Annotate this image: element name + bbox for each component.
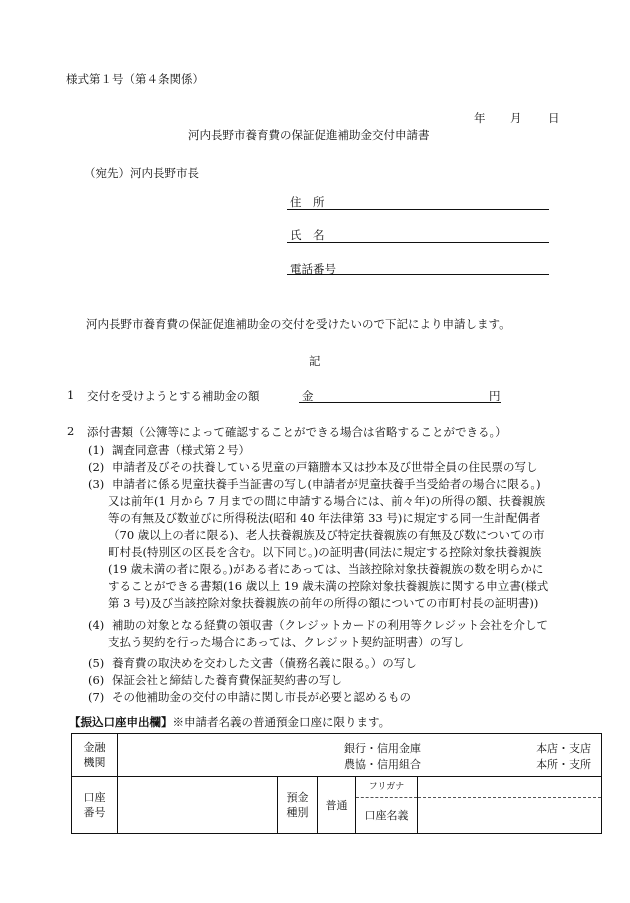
- attachment-item-1: [88, 442, 250, 458]
- document-title: 河内長野市養育費の保証促進補助金交付申請書: [188, 128, 430, 142]
- item-number: (7): [88, 690, 105, 704]
- deposit-type-value: 普通: [318, 777, 356, 834]
- branch-option-1[interactable]: 本店・支店: [536, 742, 592, 755]
- amount-field-line[interactable]: [299, 402, 501, 403]
- attachment-item-3-line-6: (19 歳未満の者に限る。)がある者にあっては、当該控除対象扶養親族の数を明らかに: [108, 562, 544, 576]
- attachment-item-3-line-2: 又は前年(1 月から 7 月までの間に申請する場合には、前々年)の所得の額、扶養親族: [108, 494, 546, 508]
- section2-number: 2: [67, 424, 75, 438]
- form-number: 様式第１号（第４条関係）: [66, 72, 204, 86]
- bank-note: ※申請者名義の普通預金口座に限ります。: [172, 715, 391, 729]
- address-field-line[interactable]: [287, 209, 549, 210]
- account-name-label-cell: [356, 777, 418, 834]
- section1-label: 交付を受けようとする補助金の額: [87, 389, 260, 403]
- institution-label-cell: [72, 734, 118, 777]
- item-number: (6): [88, 673, 105, 687]
- account-number-field[interactable]: [118, 777, 278, 834]
- item-text: 保証会社と締結した養育費保証契約書の写し: [111, 673, 342, 687]
- attachment-item-6: [88, 672, 342, 688]
- coop-type-option[interactable]: 農協・信用組合: [344, 758, 421, 771]
- branch-option-2[interactable]: 本所・支所: [536, 758, 592, 771]
- phone-label: 電話番号: [290, 262, 336, 276]
- date-month: 月: [510, 111, 522, 125]
- item-number: (3): [88, 477, 105, 491]
- amount-yen: 円: [489, 389, 501, 403]
- account-name-field[interactable]: [418, 777, 602, 834]
- section2-label: 添付書類（公簿等によって確認することができる場合は省略することができる。）: [87, 425, 507, 439]
- amount-kin: 金: [302, 389, 314, 403]
- attachment-item-3-line-5: 町村長(特別区の区長を含む。以下同じ。)の証明書(同法に規定する控除対象扶養親族: [108, 545, 542, 559]
- phone-field-line[interactable]: [287, 274, 549, 275]
- attachment-item-3: [88, 476, 541, 492]
- deposit-type-label: 預金種別: [286, 791, 309, 819]
- furigana-field[interactable]: [418, 777, 601, 798]
- attachment-item-3-line-3: 等の有無及び数並びに所得税法(昭和 40 年法律第 33 号)に規定する同一生計配偶者: [108, 511, 541, 525]
- attachment-item-7: [88, 689, 411, 705]
- item-number: (5): [88, 656, 105, 670]
- item-text: 養育費の取決めを交わした文書（債務名義に限る。）の写し: [111, 656, 417, 670]
- account-name-label: 口座名義: [364, 809, 409, 822]
- deposit-type-label-cell: [278, 777, 318, 834]
- account-number-label-cell: [72, 777, 118, 834]
- ki-label: 記: [309, 354, 321, 368]
- section1-number: 1: [67, 388, 75, 402]
- institution-label: 金融機関: [83, 741, 106, 769]
- furigana-label: フリガナ: [356, 777, 417, 798]
- item-text: 申請者及びその扶養している児童の戸籍謄本又は抄本及び世帯全員の住民票の写し: [111, 460, 538, 474]
- bank-account-table: [71, 733, 602, 834]
- attachment-item-3-line-7: することができる書類(16 歳以上 19 歳未満の控除対象扶養親族に関する申立書(様式: [108, 579, 549, 593]
- name-label: 氏 名: [290, 228, 325, 242]
- date-year: 年: [474, 111, 486, 125]
- item-text: その他補助金の交付の申請に関し市長が必要と認めるもの: [111, 690, 411, 704]
- date-day: 日: [548, 111, 560, 125]
- intro-text: 河内長野市養育費の保証促進補助金の交付を受けたいので下記により申請します。: [86, 317, 511, 331]
- attachment-item-3-line-8: 第 3 号)及び当該控除対象扶養親族の前年の所得の額についての市町村長の証明書)): [108, 596, 539, 610]
- bank-heading: 【振込口座申出欄】: [69, 715, 173, 729]
- addressee: （宛先）河内長野市長: [84, 166, 199, 180]
- account-number-label: 口座番号: [83, 791, 106, 819]
- attachment-item-2: [88, 459, 537, 475]
- item-number: (4): [88, 618, 105, 632]
- attachment-item-4: [88, 617, 548, 633]
- institution-field[interactable]: [118, 734, 602, 777]
- name-field-line[interactable]: [287, 242, 549, 243]
- item-number: (1): [88, 443, 105, 457]
- bank-section-header: [69, 714, 390, 730]
- attachment-item-4-line-2: 支払う契約を行った場合にあっては、クレジット契約証明書）の写し: [108, 635, 465, 649]
- item-text: 調査同意書（様式第２号）: [111, 443, 250, 457]
- item-number: (2): [88, 460, 105, 474]
- item-text: 補助の対象となる経費の領収書（クレジットカードの利用等クレジット会社を介して: [111, 618, 549, 632]
- item-text: 申請者に係る児童扶養手当証書の写し(申請者が児童扶養手当受給者の場合に限る。): [111, 477, 541, 491]
- bank-type-option[interactable]: 銀行・信用金庫: [344, 742, 421, 755]
- attachment-item-5: [88, 655, 417, 671]
- attachment-item-3-line-4: （70 歳以上の者に限る)、老人扶養親族及び特定扶養親族の有無及び数についての市: [108, 528, 545, 542]
- address-label: 住 所: [290, 195, 325, 209]
